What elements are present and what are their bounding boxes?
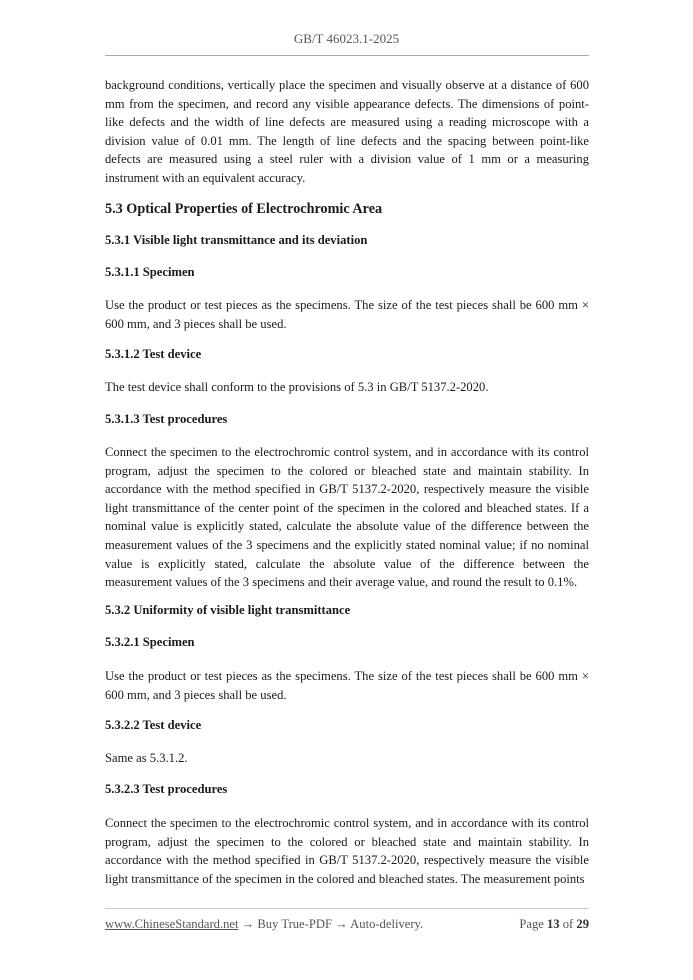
arrow-icon: →	[335, 917, 348, 931]
paragraph: The test device shall conform to the provisions of 5.3 in GB/T 5137.2-2020.	[105, 380, 489, 394]
running-header: GB/T 46023.1-2025	[293, 31, 400, 46]
page-footer	[105, 917, 589, 932]
delivery-text: Auto-delivery.	[350, 917, 424, 931]
paragraph: background conditions, vertically place the specimen and visually observe at a distance of 600 mm from the specimen, and record any visible appearance defects. The dimensions of point-like defects and the width of line defects are measured using a reading microscope with a division value of 0.01 mm. The length of line defects and the spacing between point-like defects are measured using a steel ruler with a division value of 1 mm or a measuring instrument with an equivalent accuracy.	[105, 78, 589, 185]
subsection-heading: 5.3.1.3 Test procedures	[105, 412, 228, 426]
footer-promo	[105, 917, 423, 932]
paragraph: Use the product or test pieces as the specimens. The size of the test pieces shall be 600 mm × 600 mm, and 3 pieces shall be used.	[105, 298, 589, 331]
subsection-heading: 5.3.2.2 Test device	[105, 718, 202, 732]
footer-divider	[105, 908, 589, 909]
header-divider	[105, 55, 589, 56]
subsection-heading: 5.3.1.2 Test device	[105, 347, 202, 361]
buy-text: Buy True-PDF	[257, 917, 332, 931]
current-page: 13	[547, 917, 560, 931]
paragraph: Connect the specimen to the electrochromic control system, and in accordance with its control program, adjust the specimen to the colored or bleached state and maintain stability. In accordance with the method specified in GB/T 5137.2-2020, respectively measure the visible light transmittance of the center point of the specimen in the colored and bleached states. If a nominal value is explicitly stated, calculate the absolute value of the difference between the measurement values of the 3 specimens and the explicitly stated nominal value; if no nominal value is explicitly stated, calculate the absolute value of the difference between the measurement values of the 3 specimens and their average value, and round the result to 0.1%.	[105, 445, 589, 590]
paragraph: Same as 5.3.1.2.	[105, 751, 188, 765]
paragraph: Use the product or test pieces as the specimens. The size of the test pieces shall be 600 mm × 600 mm, and 3 pieces shall be used.	[105, 669, 589, 702]
paragraph: Connect the specimen to the electrochromic control system, and in accordance with its control program, adjust the specimen to the colored or bleached state and maintain stability. In accordance with the method specified in GB/T 5137.2-2020, respectively measure the visible light transmittance of the specimen in the colored and bleached states. The measurement points	[105, 816, 589, 886]
page-label: Page	[519, 917, 544, 931]
subsection-heading: 5.3.1.1 Specimen	[105, 265, 195, 279]
total-pages: 29	[576, 917, 589, 931]
subsection-heading: 5.3.2.1 Specimen	[105, 635, 195, 649]
subsection-heading: 5.3.1 Visible light transmittance and its deviation	[105, 233, 368, 247]
subsection-heading: 5.3.2 Uniformity of visible light transmittance	[105, 603, 351, 617]
section-heading: 5.3 Optical Properties of Electrochromic Area	[105, 201, 383, 217]
subsection-heading: 5.3.2.3 Test procedures	[105, 782, 228, 796]
page-number	[519, 917, 589, 932]
arrow-icon: →	[241, 917, 255, 931]
of-label: of	[562, 917, 574, 931]
website-link[interactable]: www.ChineseStandard.net	[105, 917, 239, 931]
